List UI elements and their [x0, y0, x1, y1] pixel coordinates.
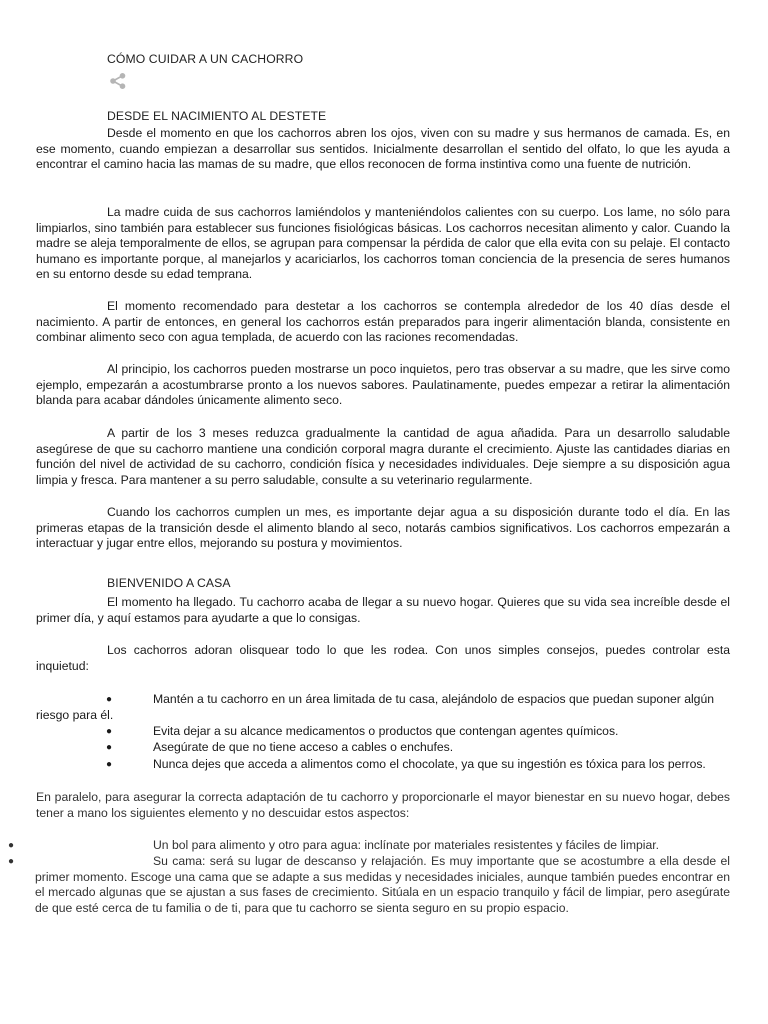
paragraph-text: En paralelo, para asegurar la correcta adaptación de tu cachorro y proporcionarle el mayor bienestar en su nuevo hogar, debes tener a mano los siguientes elemento y no descuidar estos aspectos:	[36, 790, 730, 820]
bullet-icon: ●	[106, 694, 113, 705]
paragraph	[36, 505, 730, 552]
section-heading-nacimiento: DESDE EL NACIMIENTO AL DESTETE	[107, 109, 327, 123]
paragraph	[36, 205, 730, 283]
list-item-text: Mantén a tu cachorro en un área limitada de tu casa, alejándolo de espacios que puedan suponer algún riesgo para él.	[36, 692, 715, 722]
share-icon	[107, 71, 129, 91]
paragraph	[36, 362, 730, 409]
list-item	[8, 838, 730, 854]
bullet-icon: ●	[8, 840, 15, 851]
bullet-icon: ●	[106, 726, 113, 737]
list-item	[36, 740, 730, 756]
list-item	[36, 724, 730, 740]
list-item-text: Un bol para alimento y otro para agua: inclínate por materiales resistentes y fáciles de limpiar.	[153, 838, 660, 852]
list-item-text: Su cama: será su lugar de descanso y relajación. Es muy importante que se acostumbre a ella desde el primer momento. Escoge una cama que se adapte a sus medidas y necesidades iniciales, aunque también puedes encontrar en el mercado algunas que se ajustan a sus fases de crecimiento. Sitúala en un espacio tranquilo y fácil de limpiar, pero asegúrate de que esté cerca de tu familia o de ti, para que tu cachorro se sienta seguro en su propio espacio.	[35, 854, 730, 915]
bullet-icon: ●	[106, 759, 113, 770]
paragraph	[36, 426, 730, 488]
bullet-icon: ●	[8, 856, 15, 867]
list-item-text: Evita dejar a su alcance medicamentos o productos que contengan agentes químicos.	[153, 724, 619, 738]
paragraph-text: Cuando los cachorros cumplen un mes, es importante dejar agua a su disposición durante todo el día. En las primeras etapas de la transición desde el alimento blando al seco, notarás cambios significativos. Los cachorros empezarán a interactuar y jugar entre ellos, mejorando su postura y movimientos.	[36, 505, 730, 551]
section-heading-bienvenido: BIENVENIDO A CASA	[107, 576, 231, 590]
list-item-text: Asegúrate de que no tiene acceso a cables o enchufes.	[153, 740, 454, 754]
paragraph	[36, 126, 730, 173]
paragraph-text: El momento recomendado para destetar a los cachorros se contempla alrededor de los 40 días desde el nacimiento. A partir de entonces, en general los cachorros están preparados para ingerir alimentación blanda, consistente en combinar alimento seco con agua templada, de acuerdo con las raciones recomendadas.	[36, 299, 730, 345]
paragraph-text: Al principio, los cachorros pueden mostrarse un poco inquietos, pero tras observar a su madre, que les sirve como ejemplo, empezarán a acostumbrarse pronto a los nuevos sabores. Paulatinamente, puedes empezar a retirar la alimentación blanda para acabar dándoles únicamente alimento seco.	[36, 362, 730, 408]
paragraph	[36, 790, 730, 821]
paragraph-text: A partir de los 3 meses reduzca gradualmente la cantidad de agua añadida. Para un desarrollo saludable asegúrese de que su cachorro mantiene una condición corporal magra durante el crecimiento. Ajuste las cantidades diarias en función del nivel de actividad de su cachorro, condición física y necesidades individuales. Deje siempre a su disposición agua limpia y fresca. Para mantener a su perro saludable, consulte a su veterinario regularmente.	[36, 426, 730, 487]
paragraph	[36, 299, 730, 346]
page-title: CÓMO CUIDAR A UN CACHORRO	[107, 52, 304, 66]
list-item	[36, 757, 730, 773]
paragraph	[36, 643, 730, 674]
list-item-text: Nunca dejes que acceda a alimentos como el chocolate, ya que su ingestión es tóxica para los perros.	[153, 757, 706, 771]
bullet-icon: ●	[106, 742, 113, 753]
list-item	[36, 692, 730, 723]
paragraph-text: El momento ha llegado. Tu cachorro acaba de llegar a su nuevo hogar. Quieres que su vida sea increíble desde el primer día, y aquí estamos para ayudarte a que lo consigas.	[36, 595, 730, 625]
paragraph-text: La madre cuida de sus cachorros lamiéndolos y manteniéndolos calientes con su cuerpo. Los lame, no sólo para limpiarlos, sino también para establecer sus funciones fisiológicas básicas. Los cachorros necesitan alimento y calor. Cuando la madre se aleja temporalmente de ellos, se agrupan para compensar la pérdida de calor que ella evita con su pelaje. El contacto humano es importante porque, al manejarlos y acariciarlos, los cachorros toman conciencia de la presencia de seres humanos en su entorno desde su edad temprana.	[36, 205, 730, 282]
paragraph-text: Los cachorros adoran olisquear todo lo que les rodea. Con unos simples consejos, puedes controlar esta inquietud:	[36, 643, 730, 673]
share-button[interactable]	[107, 71, 129, 91]
paragraph-text: Desde el momento en que los cachorros abren los ojos, viven con su madre y sus hermanos de camada. Es, en ese momento, cuando empiezan a desarrollar sus sentidos. Inicialmente desarrollan el sentido del olfato, lo que les ayuda a encontrar el camino hacia las mamas de su madre, que ellos reconocen de forma instintiva como una fuente de nutrición.	[36, 126, 730, 172]
list-item	[8, 854, 730, 916]
paragraph	[36, 595, 730, 626]
